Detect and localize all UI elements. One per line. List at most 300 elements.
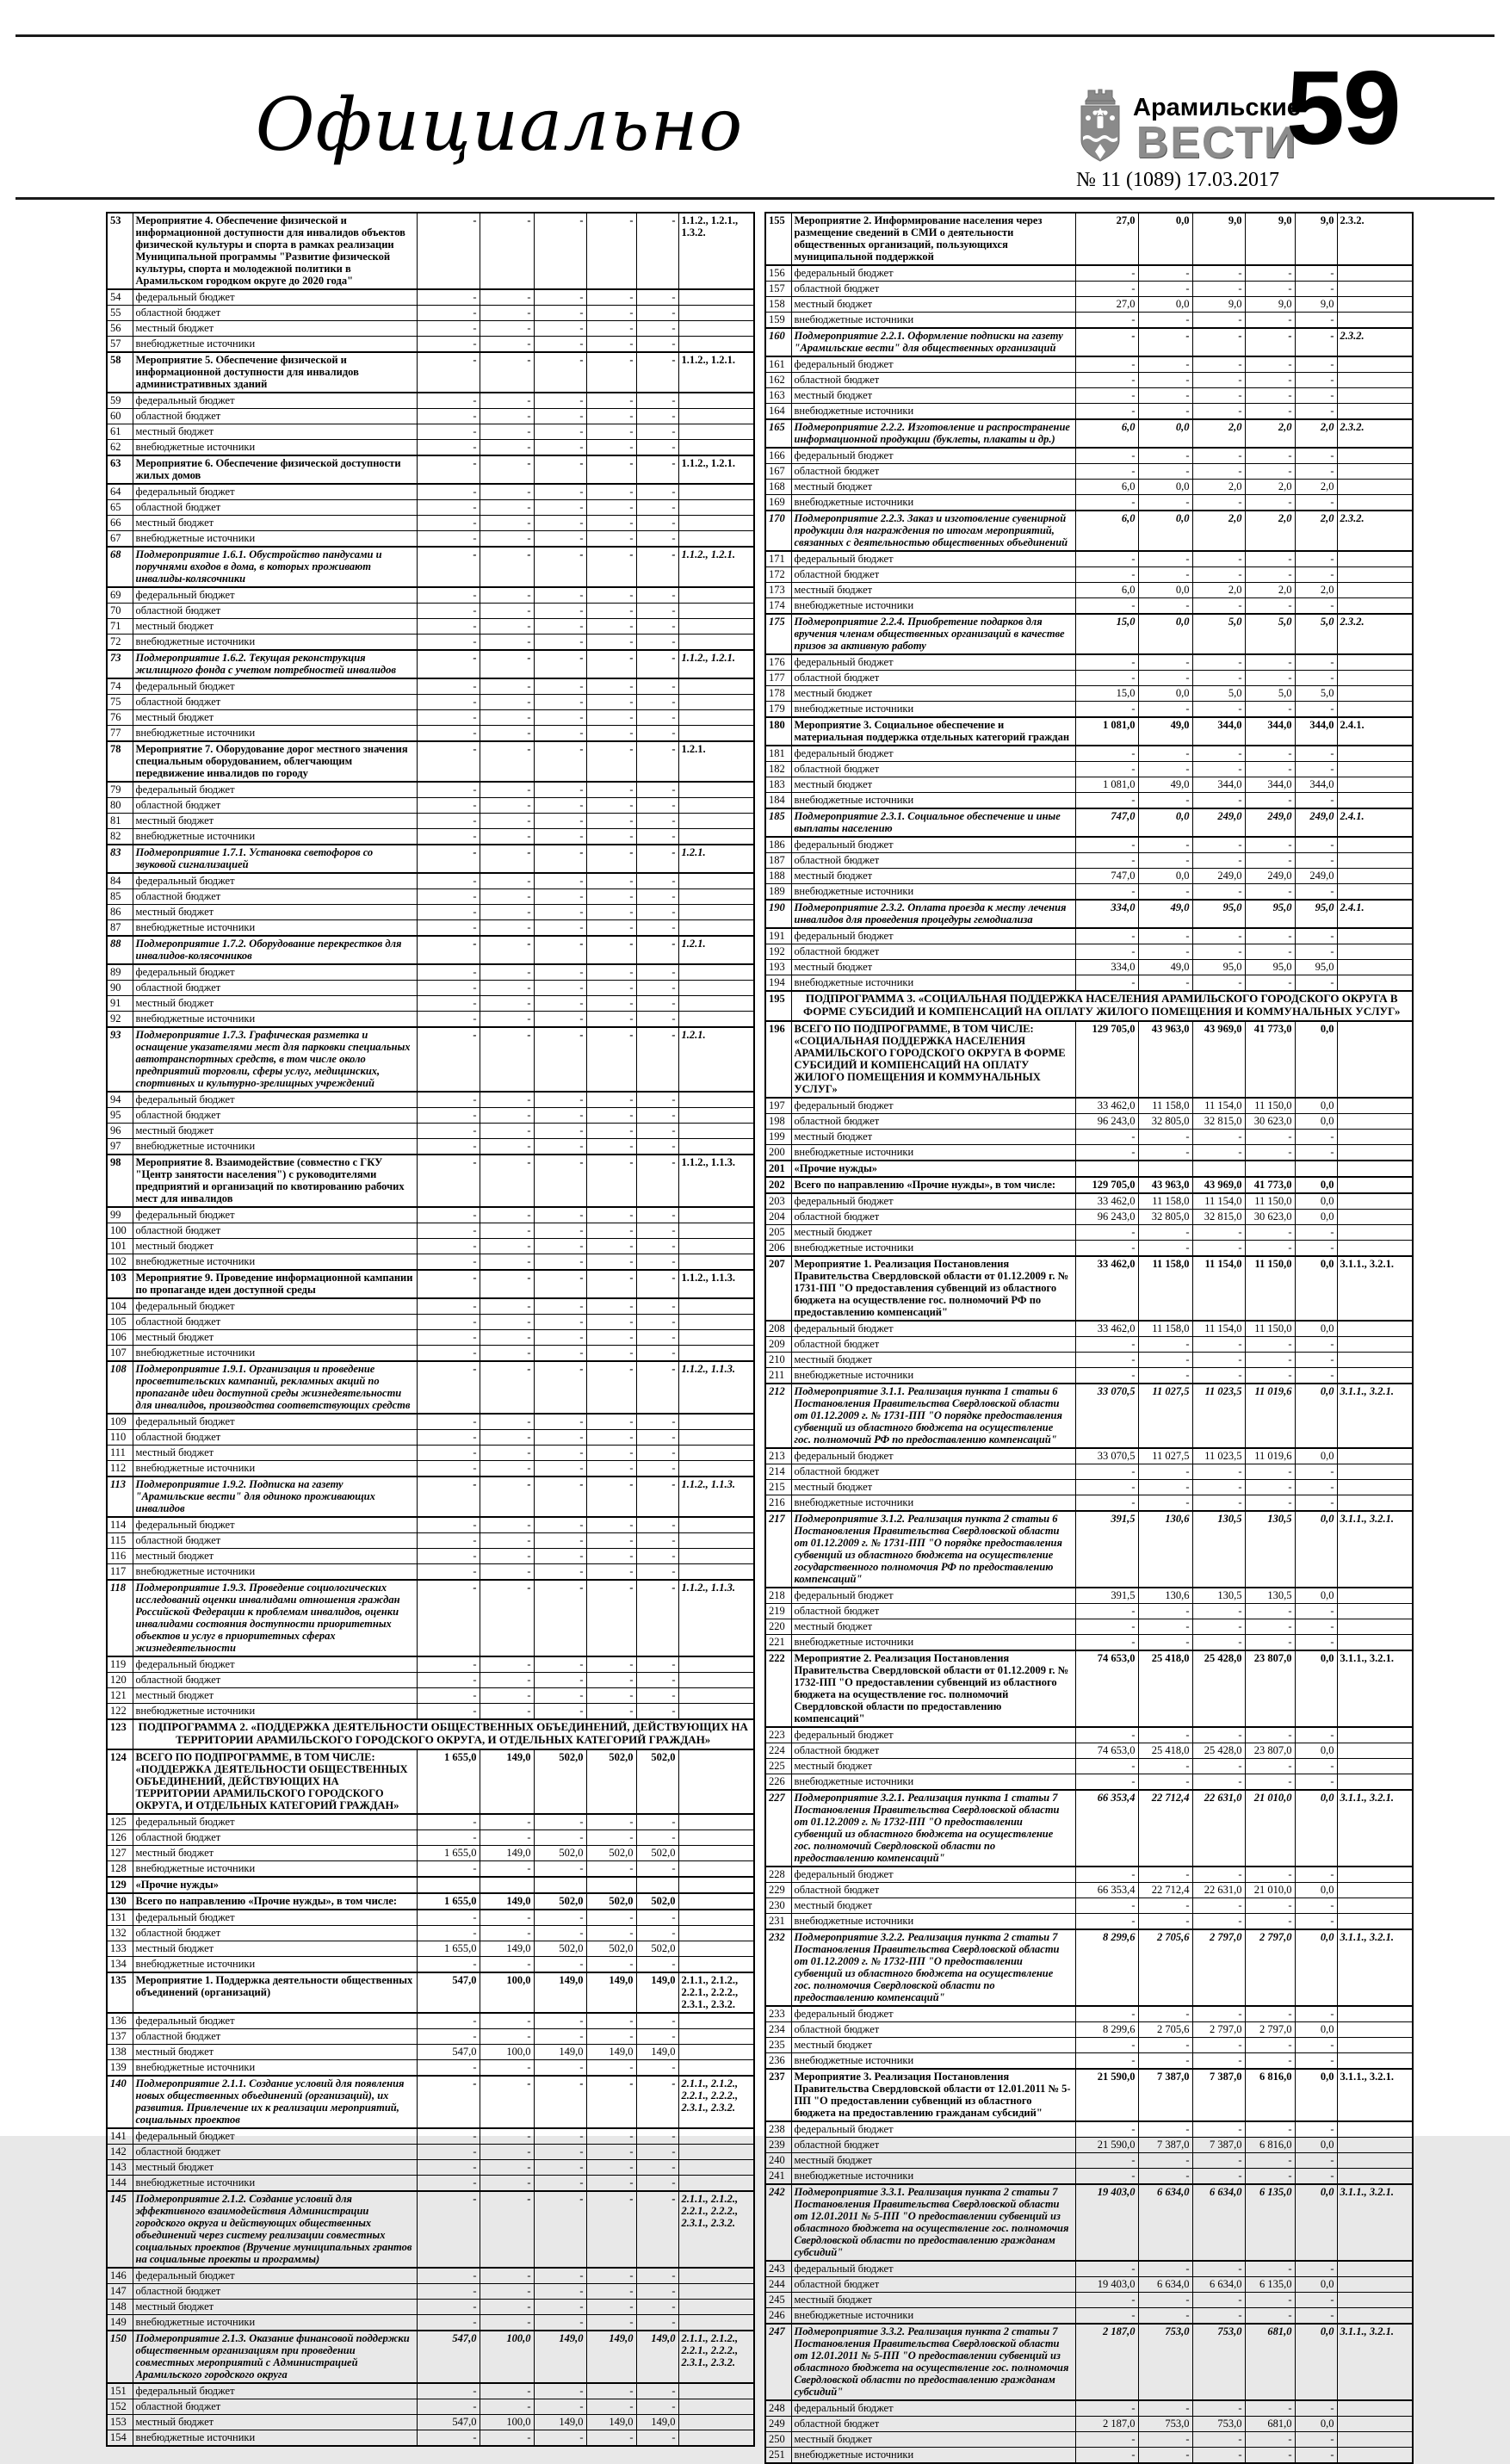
amount-cell: -: [480, 2299, 534, 2314]
amount-cell: -: [636, 1461, 678, 1477]
target-ref-cell: [678, 1564, 754, 1581]
activity-cell: внебюджетные источники: [133, 1956, 417, 1972]
amount-cell: -: [586, 2314, 636, 2331]
amount-cell: 0,0: [1138, 297, 1192, 313]
amount-cell: -: [1138, 464, 1192, 480]
activity-cell: местный бюджет: [791, 960, 1075, 975]
amount-cell: 33 070,5: [1075, 1384, 1138, 1448]
amount-cell: -: [534, 455, 586, 484]
amount-cell: 11 023,5: [1192, 1384, 1245, 1448]
amount-cell: 11 154,0: [1192, 1321, 1245, 1337]
budget-source-row: [765, 2006, 1413, 2022]
activity-cell: внебюджетные источники: [791, 2168, 1075, 2184]
amount-cell: -: [636, 695, 678, 710]
amount-cell: 0,0: [1295, 1650, 1337, 1727]
amount-cell: 5,0: [1245, 686, 1295, 702]
row-number-cell: 76: [107, 710, 133, 726]
target-ref-cell: [678, 2268, 754, 2284]
amount-cell: -: [534, 531, 586, 548]
budget-source-row: [765, 404, 1413, 420]
row-number-cell: 241: [765, 2168, 791, 2184]
budget-source-row: [107, 289, 754, 306]
activity-cell: федеральный бюджет: [791, 265, 1075, 282]
amount-cell: -: [1295, 944, 1337, 960]
budget-source-row: [107, 1446, 754, 1461]
amount-cell: -: [1192, 356, 1245, 373]
amount-cell: -: [586, 321, 636, 337]
amount-cell: -: [534, 1673, 586, 1688]
row-number-cell: 209: [765, 1336, 791, 1352]
amount-cell: 11 158,0: [1138, 1256, 1192, 1321]
amount-cell: -: [1138, 944, 1192, 960]
amount-cell: -: [417, 1549, 480, 1564]
budget-source-row: [765, 837, 1413, 853]
amount-cell: -: [1295, 448, 1337, 464]
amount-cell: 149,0: [636, 1972, 678, 2013]
budget-table-right: [764, 212, 1414, 2464]
amount-cell: -: [480, 2076, 534, 2128]
row-number-cell: 178: [765, 686, 791, 702]
budget-source-row: [765, 1588, 1413, 1604]
amount-cell: -: [1295, 2400, 1337, 2417]
target-ref-cell: [678, 710, 754, 726]
amount-cell: -: [1295, 356, 1337, 373]
target-ref-cell: [1337, 960, 1413, 975]
budget-source-row: [107, 1012, 754, 1028]
activity-cell: внебюджетные источники: [133, 1461, 417, 1477]
amount-cell: -: [1245, 928, 1295, 944]
amount-cell: -: [480, 440, 534, 456]
activity-cell: внебюджетные источники: [791, 884, 1075, 901]
amount-cell: 15,0: [1075, 614, 1138, 654]
amount-cell: -: [1245, 2447, 1295, 2463]
amount-cell: -: [1138, 388, 1192, 404]
amount-cell: 2 187,0: [1075, 2324, 1138, 2400]
activity-cell: Подмероприятие 1.6.2. Текущая реконструкция жилищного фонда с учетом потребностей инвалидов: [133, 650, 417, 678]
amount-cell: 547,0: [417, 1972, 480, 2013]
budget-source-row: [107, 1239, 754, 1254]
amount-cell: -: [1192, 551, 1245, 567]
amount-cell: -: [534, 695, 586, 710]
activity-cell: внебюджетные источники: [133, 1704, 417, 1720]
amount-cell: 2,0: [1245, 419, 1295, 448]
budget-source-row: [107, 1124, 754, 1139]
amount-cell: 6,0: [1075, 583, 1138, 598]
amount-cell: -: [417, 905, 480, 920]
activity-cell: Подмероприятие 2.2.1. Оформление подписки на газету "Арамильские вести" для общественных организаций: [791, 328, 1075, 356]
amount-cell: -: [1192, 2121, 1245, 2138]
amount-cell: -: [586, 1330, 636, 1346]
row-number-cell: 86: [107, 905, 133, 920]
target-ref-cell: [678, 2314, 754, 2331]
target-ref-cell: [678, 2159, 754, 2175]
activity-cell: местный бюджет: [791, 1758, 1075, 1774]
row-number-cell: 187: [765, 853, 791, 869]
amount-cell: -: [1295, 793, 1337, 809]
amount-cell: 334,0: [1075, 900, 1138, 928]
target-ref-cell: [678, 2175, 754, 2191]
row-number-cell: 96: [107, 1124, 133, 1139]
amount-cell: -: [417, 2399, 480, 2414]
amount-cell: 41 773,0: [1245, 1177, 1295, 1193]
amount-cell: -: [586, 2191, 636, 2268]
amount-cell: -: [1075, 1144, 1138, 1161]
amount-cell: 502,0: [534, 1941, 586, 1956]
row-number-cell: 115: [107, 1533, 133, 1549]
amount-cell: 2,0: [1245, 511, 1295, 551]
budget-source-row: [107, 2399, 754, 2414]
top-rule: [15, 34, 1495, 37]
amount-cell: -: [586, 2013, 636, 2029]
target-ref-cell: [1337, 265, 1413, 282]
activity-cell: областной бюджет: [133, 1223, 417, 1239]
amount-cell: -: [1295, 282, 1337, 297]
target-ref-cell: [1337, 928, 1413, 944]
amount-cell: -: [417, 1239, 480, 1254]
target-ref-cell: [1337, 1224, 1413, 1240]
target-ref-cell: [1337, 944, 1413, 960]
budget-source-row: [765, 1336, 1413, 1352]
amount-cell: 5,0: [1192, 686, 1245, 702]
amount-cell: 6 634,0: [1138, 2276, 1192, 2292]
amount-cell: -: [480, 726, 534, 742]
amount-cell: -: [480, 1814, 534, 1830]
row-number-cell: 79: [107, 782, 133, 798]
target-ref-cell: 1.1.2., 1.1.3.: [678, 1155, 754, 1207]
target-ref-cell: [678, 531, 754, 548]
activity-cell: областной бюджет: [133, 889, 417, 905]
activity-cell: областной бюджет: [133, 2028, 417, 2044]
amount-cell: -: [636, 1829, 678, 1845]
amount-cell: -: [1138, 1758, 1192, 1774]
row-number-cell: 123: [107, 1719, 133, 1749]
amount-cell: -: [480, 829, 534, 845]
amount-cell: -: [1075, 2052, 1138, 2069]
amount-cell: -: [1138, 448, 1192, 464]
budget-source-row: [107, 710, 754, 726]
target-ref-cell: [1337, 2121, 1413, 2138]
amount-cell: 6,0: [1075, 511, 1138, 551]
amount-cell: -: [417, 2299, 480, 2314]
activity-cell: местный бюджет: [133, 516, 417, 531]
amount-cell: -: [1075, 2152, 1138, 2168]
amount-cell: -: [480, 587, 534, 604]
activity-cell: областной бюджет: [133, 1533, 417, 1549]
amount-cell: -: [586, 587, 636, 604]
target-ref-cell: [1337, 598, 1413, 615]
activity-cell: Мероприятие 3. Социальное обеспечение и материальная поддержка отдельных категорий граждан: [791, 717, 1075, 746]
activity-row: [107, 1361, 754, 1414]
amount-cell: 1 081,0: [1075, 777, 1138, 793]
budget-source-row: [107, 619, 754, 635]
activity-cell: местный бюджет: [133, 424, 417, 440]
amount-cell: -: [1245, 1727, 1295, 1743]
activity-cell: федеральный бюджет: [133, 587, 417, 604]
budget-source-row: [765, 1209, 1413, 1224]
amount-cell: 249,0: [1245, 869, 1295, 884]
amount-cell: -: [636, 2159, 678, 2175]
target-ref-cell: [1337, 777, 1413, 793]
row-number-cell: 188: [765, 869, 791, 884]
activity-cell: внебюджетные источники: [133, 531, 417, 548]
amount-cell: 11 158,0: [1138, 1098, 1192, 1114]
amount-cell: -: [1192, 1144, 1245, 1161]
target-ref-cell: [1337, 1758, 1413, 1774]
amount-cell: -: [1138, 282, 1192, 297]
amount-cell: -: [417, 814, 480, 829]
amount-cell: -: [480, 2283, 534, 2299]
row-number-cell: 108: [107, 1361, 133, 1414]
amount-cell: -: [1245, 1224, 1295, 1240]
amount-cell: -: [586, 2299, 636, 2314]
target-ref-cell: [1337, 975, 1413, 992]
target-ref-cell: 1.1.2., 1.2.1.: [678, 547, 754, 587]
amount-cell: -: [417, 1580, 480, 1656]
target-ref-cell: [678, 337, 754, 353]
amount-cell: 25 428,0: [1192, 1650, 1245, 1727]
row-number-cell: 77: [107, 726, 133, 742]
row-number-cell: 194: [765, 975, 791, 992]
amount-cell: -: [1295, 2121, 1337, 2138]
activity-cell: Подмероприятие 3.1.2. Реализация пункта 2 статьи 6 Постановления Правительства Свердловской области от 01.12.2009 г. № 1731-ПП "О порядке предоставления субвенций из областного бюджета на осуществление государственного полномочия РФ по предоставлению компенсаций": [791, 1511, 1075, 1588]
target-ref-cell: [1337, 746, 1413, 762]
budget-source-row: [765, 1882, 1413, 1898]
budget-source-row: [765, 2400, 1413, 2417]
amount-cell: 74 653,0: [1075, 1743, 1138, 1758]
target-ref-cell: 2.1.1., 2.1.2., 2.2.1., 2.2.2., 2.3.1., 2.3.2.: [678, 1972, 754, 2013]
target-ref-cell: [678, 889, 754, 905]
budget-source-row: [765, 686, 1413, 702]
amount-cell: -: [534, 1814, 586, 1830]
amount-cell: -: [480, 1517, 534, 1533]
amount-cell: 95,0: [1192, 960, 1245, 975]
target-ref-cell: 1.2.1.: [678, 741, 754, 782]
row-number-cell: 210: [765, 1352, 791, 1367]
amount-cell: 2 705,6: [1138, 2021, 1192, 2037]
amount-cell: -: [1295, 1634, 1337, 1650]
amount-cell: -: [1138, 1495, 1192, 1511]
amount-cell: -: [586, 2028, 636, 2044]
activity-cell: внебюджетные источники: [791, 793, 1075, 809]
amount-cell: -: [1075, 1867, 1138, 1883]
target-ref-cell: [678, 1254, 754, 1271]
amount-cell: -: [480, 1477, 534, 1517]
amount-cell: 2 797,0: [1245, 2021, 1295, 2037]
row-number-cell: 60: [107, 409, 133, 424]
amount-cell: -: [636, 1925, 678, 1941]
amount-cell: -: [417, 1430, 480, 1446]
masthead: [1076, 89, 1301, 168]
amount-cell: -: [417, 981, 480, 996]
amount-cell: [417, 1877, 480, 1893]
amount-cell: -: [417, 741, 480, 782]
target-ref-cell: 2.3.2.: [1337, 511, 1413, 551]
amount-cell: -: [1138, 746, 1192, 762]
amount-cell: -: [1245, 388, 1295, 404]
activity-cell: федеральный бюджет: [791, 448, 1075, 464]
budget-source-row: [107, 2314, 754, 2331]
row-number-cell: 161: [765, 356, 791, 373]
amount-cell: -: [586, 1564, 636, 1581]
target-ref-cell: [1337, 1743, 1413, 1758]
activity-cell: внебюджетные источники: [791, 702, 1075, 718]
row-number-cell: 191: [765, 928, 791, 944]
row-number-cell: 57: [107, 337, 133, 353]
amount-cell: -: [1138, 1336, 1192, 1352]
amount-cell: 22 712,4: [1138, 1790, 1192, 1867]
row-number-cell: 114: [107, 1517, 133, 1533]
amount-cell: -: [586, 1223, 636, 1239]
amount-cell: -: [636, 635, 678, 651]
row-number-cell: 203: [765, 1193, 791, 1210]
amount-cell: -: [1192, 2261, 1245, 2277]
amount-cell: -: [1295, 551, 1337, 567]
amount-cell: -: [480, 393, 534, 409]
amount-cell: -: [1192, 2400, 1245, 2417]
amount-cell: -: [534, 829, 586, 845]
amount-cell: -: [636, 920, 678, 937]
amount-cell: -: [1192, 373, 1245, 388]
amount-cell: -: [1138, 702, 1192, 718]
activity-row: [765, 614, 1413, 654]
amount-cell: 344,0: [1245, 717, 1295, 746]
amount-cell: -: [534, 2299, 586, 2314]
amount-cell: 2,0: [1295, 583, 1337, 598]
budget-source-row: [765, 297, 1413, 313]
row-number-cell: 65: [107, 500, 133, 516]
amount-cell: -: [586, 1673, 636, 1688]
target-ref-cell: [1337, 1898, 1413, 1913]
amount-cell: -: [534, 484, 586, 500]
amount-cell: -: [1245, 853, 1295, 869]
row-number-cell: 68: [107, 547, 133, 587]
amount-cell: 149,0: [636, 2331, 678, 2383]
target-ref-cell: 1.2.1.: [678, 845, 754, 873]
amount-cell: 95,0: [1295, 960, 1337, 975]
row-number-cell: 202: [765, 1177, 791, 1193]
budget-source-row: [765, 583, 1413, 598]
budget-source-row: [107, 1564, 754, 1581]
amount-cell: -: [417, 678, 480, 695]
row-number-cell: 206: [765, 1240, 791, 1256]
activity-cell: федеральный бюджет: [791, 837, 1075, 853]
target-ref-cell: [1337, 1727, 1413, 1743]
row-number-cell: 250: [765, 2431, 791, 2447]
amount-cell: -: [586, 1108, 636, 1124]
amount-cell: -: [480, 1580, 534, 1656]
budget-source-row: [107, 1108, 754, 1124]
amount-cell: -: [1245, 495, 1295, 511]
amount-cell: -: [586, 741, 636, 782]
target-ref-cell: 2.3.2.: [1337, 419, 1413, 448]
amount-cell: -: [480, 337, 534, 353]
activity-cell: федеральный бюджет: [791, 1588, 1075, 1604]
activity-cell: федеральный бюджет: [791, 356, 1075, 373]
target-ref-cell: [1337, 2152, 1413, 2168]
row-number-cell: 180: [765, 717, 791, 746]
row-number-cell: 199: [765, 1129, 791, 1144]
amount-cell: -: [636, 1270, 678, 1298]
amount-cell: 747,0: [1075, 808, 1138, 837]
amount-cell: -: [586, 1461, 636, 1477]
budget-source-row: [107, 726, 754, 742]
amount-cell: -: [480, 2399, 534, 2414]
target-ref-cell: [678, 2128, 754, 2145]
amount-cell: 8 299,6: [1075, 1929, 1138, 2006]
activity-cell: федеральный бюджет: [791, 1867, 1075, 1883]
amount-cell: -: [1295, 2152, 1337, 2168]
row-number-cell: 100: [107, 1223, 133, 1239]
newspaper-name-bottom: ВЕСТИ: [1136, 118, 1298, 168]
amount-cell: 22 712,4: [1138, 1882, 1192, 1898]
amount-cell: -: [1245, 567, 1295, 583]
budget-source-row: [765, 2137, 1413, 2152]
row-number-cell: 74: [107, 678, 133, 695]
amount-cell: 0,0: [1295, 2416, 1337, 2431]
amount-cell: -: [480, 650, 534, 678]
amount-cell: 33 070,5: [1075, 1448, 1138, 1464]
row-number-cell: 143: [107, 2159, 133, 2175]
amount-cell: 6 816,0: [1245, 2069, 1295, 2121]
target-ref-cell: [1337, 702, 1413, 718]
target-ref-cell: 1.1.2., 1.2.1.: [678, 455, 754, 484]
amount-cell: -: [1245, 448, 1295, 464]
amount-cell: -: [636, 1012, 678, 1028]
target-ref-cell: [678, 1533, 754, 1549]
target-ref-cell: [678, 1925, 754, 1941]
amount-cell: -: [417, 393, 480, 409]
amount-cell: -: [480, 2383, 534, 2399]
amount-cell: -: [1192, 1774, 1245, 1790]
budget-source-row: [765, 2447, 1413, 2463]
row-number-cell: 121: [107, 1688, 133, 1704]
amount-cell: -: [480, 678, 534, 695]
amount-cell: 130,5: [1192, 1511, 1245, 1588]
target-ref-cell: [1337, 2292, 1413, 2307]
amount-cell: 0,0: [1138, 686, 1192, 702]
amount-cell: -: [417, 604, 480, 619]
target-ref-cell: [678, 1139, 754, 1155]
amount-cell: -: [1138, 328, 1192, 356]
amount-cell: -: [480, 1910, 534, 1926]
amount-cell: -: [586, 484, 636, 500]
amount-cell: 2 705,6: [1138, 1929, 1192, 2006]
row-number-cell: 197: [765, 1098, 791, 1114]
amount-cell: 0,0: [1295, 2276, 1337, 2292]
budget-source-row: [765, 884, 1413, 901]
amount-cell: -: [480, 905, 534, 920]
amount-cell: -: [417, 798, 480, 814]
target-ref-cell: [678, 2430, 754, 2446]
target-ref-cell: [678, 635, 754, 651]
row-number-cell: 222: [765, 1650, 791, 1727]
amount-cell: 502,0: [534, 1749, 586, 1814]
amount-cell: -: [1295, 1619, 1337, 1634]
activity-cell: федеральный бюджет: [791, 1321, 1075, 1337]
amount-cell: -: [417, 1829, 480, 1845]
row-number-cell: 148: [107, 2299, 133, 2314]
amount-cell: -: [586, 352, 636, 393]
amount-cell: -: [1192, 1758, 1245, 1774]
budget-source-row: [765, 1224, 1413, 1240]
target-ref-cell: [1337, 495, 1413, 511]
row-number-cell: 141: [107, 2128, 133, 2145]
amount-cell: -: [534, 1361, 586, 1414]
amount-cell: -: [1245, 328, 1295, 356]
amount-cell: -: [586, 1270, 636, 1298]
row-number-cell: 103: [107, 1270, 133, 1298]
budget-source-row: [107, 393, 754, 409]
